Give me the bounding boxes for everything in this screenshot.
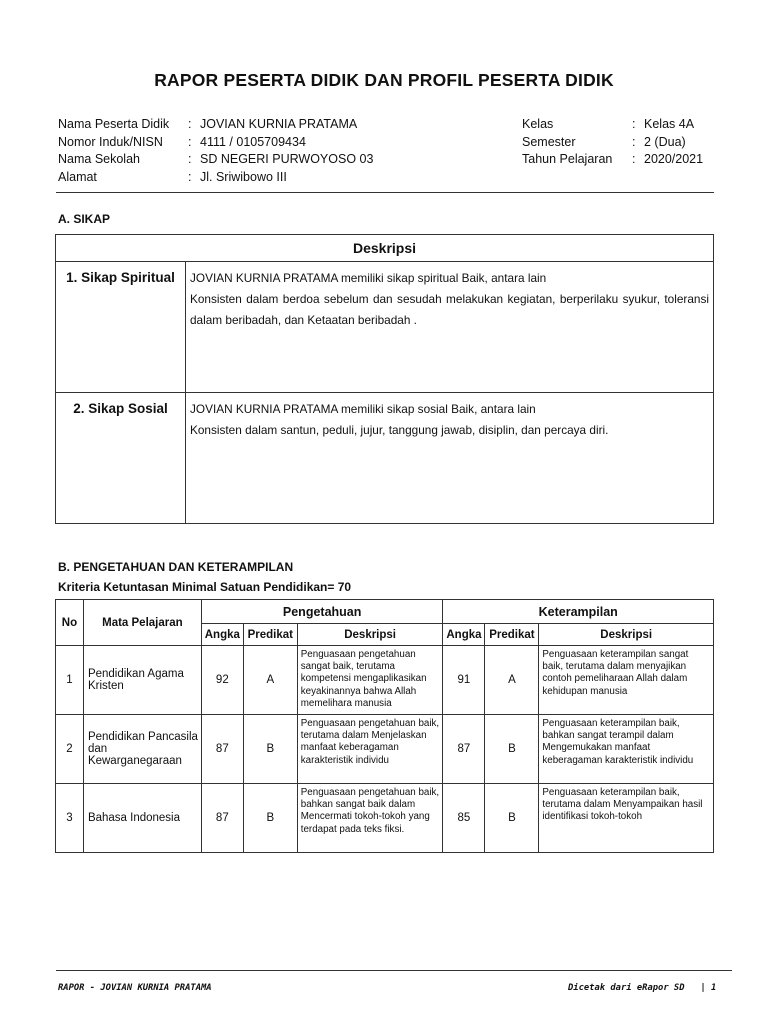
info-label: Alamat: [58, 169, 97, 184]
info-label: Nama Peserta Didik: [58, 117, 170, 131]
header-angka: Angka: [201, 624, 243, 646]
footer-divider: [56, 970, 732, 971]
row-p-predikat: B: [243, 715, 297, 784]
info-row-semester: [522, 134, 703, 152]
row-p-angka: 92: [201, 646, 243, 715]
row-k-deskripsi: Penguasaan keterampilan sangat baik, terutama dalam menyajikan contoh pemeliharaan Allah dalam kehidupan manusia: [539, 646, 714, 715]
row-k-predikat: A: [485, 646, 539, 715]
table-row: [56, 646, 714, 715]
row-k-predikat: B: [485, 715, 539, 784]
info-label: Tahun Pelajaran: [522, 152, 613, 166]
row-p-predikat: A: [243, 646, 297, 715]
sikap-table: [55, 234, 714, 524]
row-mapel: Bahasa Indonesia: [83, 784, 201, 853]
info-value: Kelas 4A: [644, 117, 695, 131]
info-value: 4111 / 0105709434: [200, 134, 306, 149]
sikap-desc-line: JOVIAN KURNIA PRATAMA memiliki sikap spiritual Baik, antara lain: [190, 271, 547, 285]
row-no: 2: [56, 715, 84, 784]
kkm-label: Kriteria Ketuntasan Minimal Satuan Pendidikan= 70: [58, 580, 352, 594]
header-deskripsi: Deskripsi: [297, 624, 443, 646]
student-info-right: [522, 116, 703, 169]
info-value: Jl. Sriwibowo III: [200, 169, 287, 184]
row-k-angka: 87: [443, 715, 485, 784]
row-p-deskripsi: Penguasaan pengetahuan baik, terutama dalam Menjelaskan manfaat keberagaman karakteristik individu: [297, 715, 443, 784]
sikap-row-spiritual: [56, 262, 714, 393]
info-colon: :: [632, 152, 636, 166]
table-row: [56, 715, 714, 784]
row-p-angka: 87: [201, 784, 243, 853]
section-sikap-heading: A. SIKAP: [58, 212, 111, 226]
info-value: SD NEGERI PURWOYOSO 03: [200, 152, 374, 166]
info-row-alamat: [58, 169, 373, 187]
sikap-desc-line: Konsisten dalam berdoa sebelum dan sesudah melakukan kegiatan, berperilaku syukur, toleransi dalam beribadah, dan Ketaatan beribadah .: [190, 292, 709, 327]
page-title: RAPOR PESERTA DIDIK DAN PROFIL PESERTA DIDIK: [154, 70, 614, 90]
info-colon: :: [632, 117, 636, 131]
row-p-deskripsi: Penguasaan pengetahuan baik, bahkan sangat baik dalam Mencermati tokoh-tokoh yang terdapat pada teks fiksi.: [297, 784, 443, 853]
info-label: Kelas: [522, 117, 554, 131]
sikap-description: [186, 262, 714, 393]
row-mapel: Pendidikan Pancasila dan Kewarganegaraan: [83, 715, 201, 784]
row-no: 1: [56, 646, 84, 715]
header-no: No: [56, 600, 84, 646]
info-row-nisn: [58, 134, 373, 152]
section-pengetahuan-heading: B. PENGETAHUAN DAN KETERAMPILAN: [58, 560, 294, 574]
row-p-predikat: B: [243, 784, 297, 853]
info-value: JOVIAN KURNIA PRATAMA: [200, 117, 358, 131]
table-row: [56, 784, 714, 853]
row-p-angka: 87: [201, 715, 243, 784]
info-label: Nomor Induk/NISN: [58, 134, 163, 149]
info-value: 2020/2021: [644, 152, 704, 166]
info-row-nama: [58, 116, 373, 134]
info-row-kelas: [522, 116, 703, 134]
sikap-label: 2. Sikap Sosial: [56, 393, 186, 524]
info-label: Nama Sekolah: [58, 152, 140, 166]
header-keterampilan: Keterampilan: [443, 600, 714, 624]
row-k-deskripsi: Penguasaan keterampilan baik, bahkan sangat terampil dalam Mengemukakan manfaat keberagaman karakteristik individu: [539, 715, 714, 784]
row-k-angka: 91: [443, 646, 485, 715]
header-predikat: Predikat: [485, 624, 539, 646]
student-info-left: [58, 116, 373, 186]
sikap-description: [186, 393, 714, 524]
info-value: 2 (Dua): [644, 134, 686, 149]
row-k-angka: 85: [443, 784, 485, 853]
info-colon: :: [188, 152, 192, 166]
info-colon: :: [188, 117, 192, 131]
nilai-table: [55, 599, 714, 853]
sikap-col-header: Deskripsi: [56, 235, 714, 262]
sikap-desc-line: JOVIAN KURNIA PRATAMA memiliki sikap sosial Baik, antara lain: [190, 402, 536, 416]
footer-right: Dicetak dari eRapor SD | 1: [568, 983, 717, 993]
header-angka: Angka: [443, 624, 485, 646]
footer-left: RAPOR - JOVIAN KURNIA PRATAMA: [58, 983, 212, 993]
info-colon: :: [632, 134, 636, 149]
sikap-label: 1. Sikap Spiritual: [56, 262, 186, 393]
info-row-sekolah: [58, 151, 373, 169]
info-colon: :: [188, 134, 192, 149]
row-k-predikat: B: [485, 784, 539, 853]
row-k-deskripsi: Penguasaan keterampilan baik, terutama dalam Menyampaikan hasil identifikasi tokoh-tokoh: [539, 784, 714, 853]
header-pengetahuan: Pengetahuan: [201, 600, 443, 624]
info-label: Semester: [522, 134, 576, 149]
info-row-tahun: [522, 151, 703, 169]
row-mapel: Pendidikan Agama Kristen: [83, 646, 201, 715]
sikap-desc-line: Konsisten dalam santun, peduli, jujur, tanggung jawab, disiplin, dan percaya diri.: [190, 423, 609, 437]
header-divider: [56, 192, 714, 193]
info-colon: :: [188, 169, 192, 184]
row-no: 3: [56, 784, 84, 853]
sikap-row-sosial: [56, 393, 714, 524]
row-p-deskripsi: Penguasaan pengetahuan sangat baik, terutama kompetensi mengaplikasikan keyakinannya bahwa Allah memelihara manusia: [297, 646, 443, 715]
header-predikat: Predikat: [243, 624, 297, 646]
header-mapel: Mata Pelajaran: [83, 600, 201, 646]
header-deskripsi: Deskripsi: [539, 624, 714, 646]
